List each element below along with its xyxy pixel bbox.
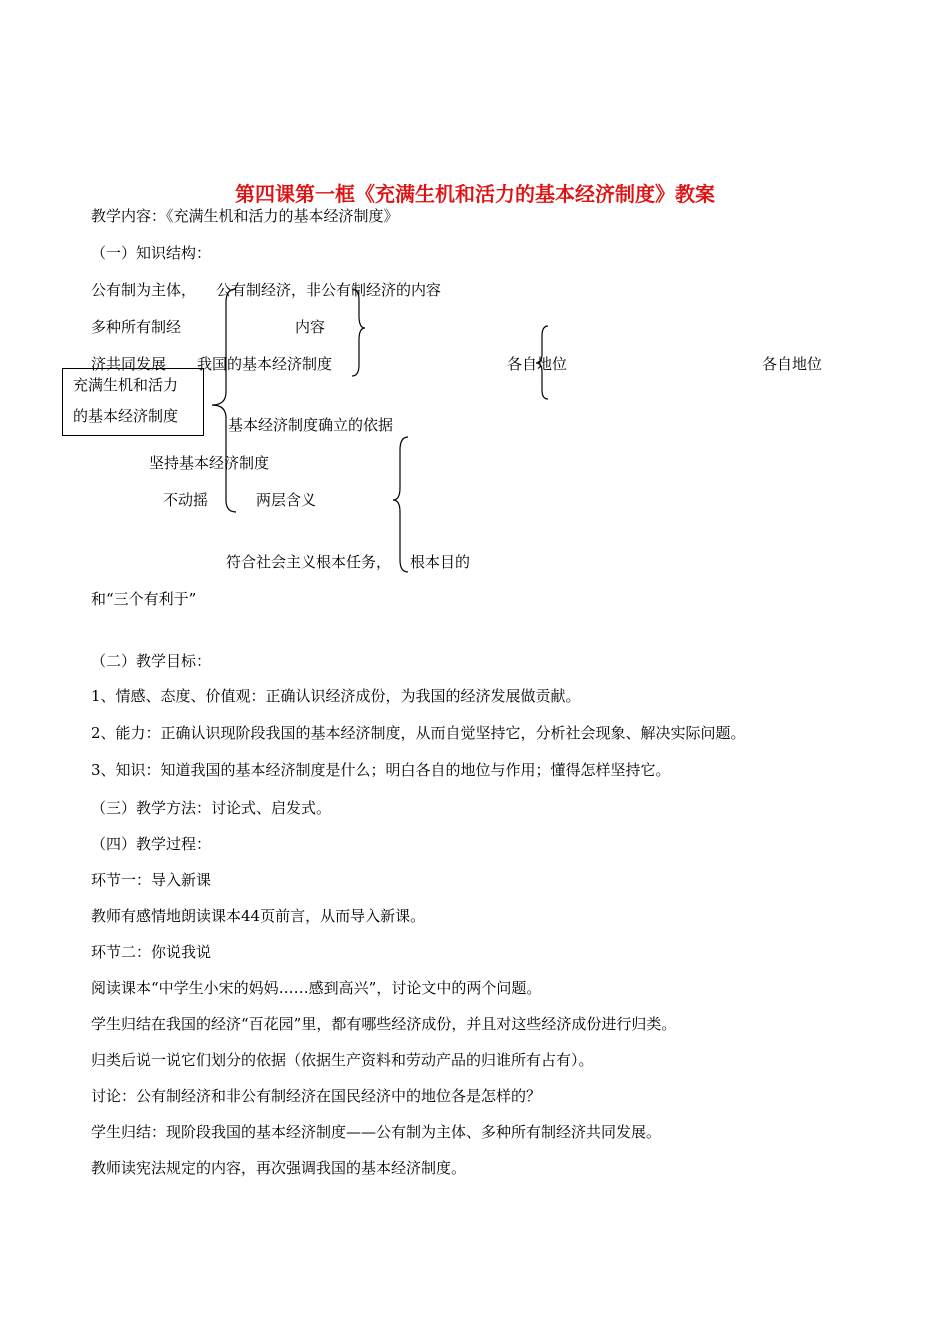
process-line-4: 阅读课本“中学生小宋的妈妈……感到高兴”，讨论文中的两个问题。 — [91, 979, 542, 997]
diagram-text-root-goal: 根本目的 — [410, 553, 471, 571]
diagram-text-two-meanings: 两层含义 — [256, 491, 317, 509]
diagram-text-content: 内容 — [295, 318, 326, 336]
teaching-content: 教学内容：《充满生机和活力的基本经济制度》 — [91, 207, 399, 225]
diagram-text-public-main: 公有制为主体， — [91, 281, 197, 299]
process-line-9: 教师读宪法规定的内容，再次强调我国的基本经济制度。 — [91, 1159, 467, 1177]
diagram-text-three-benefits: 和“三个有利于” — [91, 590, 197, 608]
topic-box-line2: 的基本经济制度 — [73, 407, 179, 425]
brace-two-meanings — [393, 437, 408, 572]
diagram-text-our-basic-system: 我国的基本经济制度 — [197, 355, 333, 373]
diagram-text-ownership-content: 公有制经济，非公有制经济的内容 — [216, 281, 442, 299]
section-heading-structure: （一）知识结构： — [91, 244, 212, 262]
diagram-text-common-development: 济共同发展 — [91, 355, 167, 373]
section-heading-goals: （二）教学目标： — [91, 652, 212, 670]
diagram-text-unshaken: 不动摇 — [163, 491, 209, 509]
diagram-text-uphold: 坚持基本经济制度 — [149, 454, 270, 472]
topic-box-line1: 充满生机和活力 — [73, 376, 179, 394]
document-title: 第四课第一框《充满生机和活力的基本经济制度》教案 — [235, 182, 715, 206]
goal-item-2: 2、能力：正确认识现阶段我国的基本经济制度，从而自觉坚持它，分析社会现象、解决实际问题。 — [91, 724, 746, 742]
diagram-text-status-mid: 各自地位 — [507, 355, 568, 373]
diagram-text-basis: 基本经济制度确立的依据 — [228, 416, 394, 434]
process-line-6: 归类后说一说它们划分的依据（依据生产资料和劳动产品的归谁所有占有）。 — [91, 1051, 594, 1069]
process-line-8: 学生归结：现阶段我国的基本经济制度——公有制为主体、多种所有制经济共同发展。 — [91, 1123, 662, 1141]
diagram-text-status-right: 各自地位 — [762, 355, 823, 373]
process-line-5: 学生归结在我国的经济“百花园”里，都有哪些经济成份，并且对这些经济成份进行归类。 — [91, 1015, 677, 1033]
brace-content — [352, 289, 365, 376]
section-methods: （三）教学方法：讨论式、启发式。 — [91, 799, 332, 817]
process-line-3: 环节二：你说我说 — [91, 943, 212, 961]
diagram-text-fits-task: 符合社会主义根本任务， — [226, 553, 392, 571]
diagram-topic-box — [62, 368, 204, 436]
process-line-1: 环节一：导入新课 — [91, 871, 212, 889]
goal-item-1: 1、情感、态度、价值观：正确认识经济成份，为我国的经济发展做贡献。 — [91, 687, 581, 705]
goal-item-3: 3、知识：知道我国的基本经济制度是什么；明白各自的地位与作用；懂得怎样坚持它。 — [91, 761, 671, 779]
diagram-text-multiple-ownership: 多种所有制经 — [91, 318, 182, 336]
section-heading-process: （四）教学过程： — [91, 835, 212, 853]
process-line-7: 讨论：公有制经济和非公有制经济在国民经济中的地位各是怎样的？ — [91, 1087, 542, 1105]
process-line-2: 教师有感情地朗读课本44页前言，从而导入新课。 — [91, 907, 426, 925]
brace-main — [212, 289, 236, 512]
